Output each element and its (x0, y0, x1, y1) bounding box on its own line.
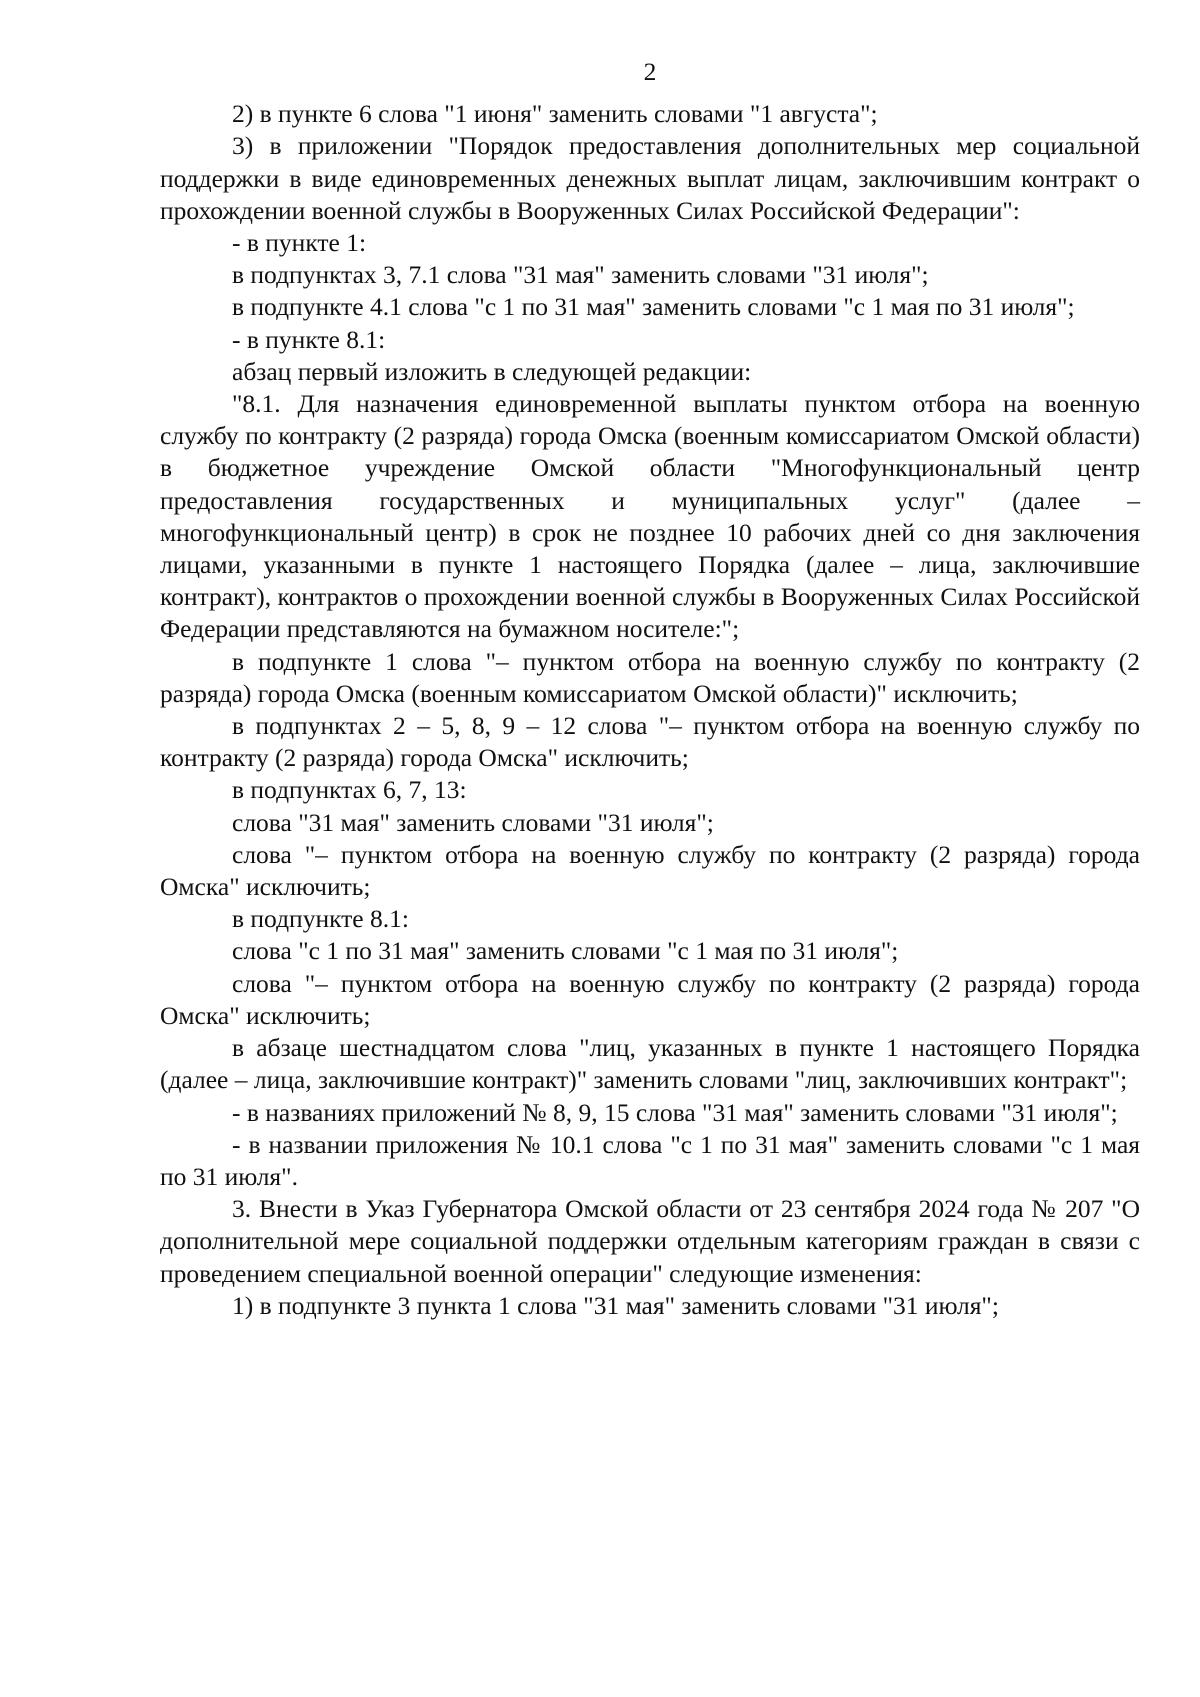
paragraph: в подпункте 4.1 слова "с 1 по 31 мая" заменить словами "с 1 мая по 31 июля"; (232, 292, 1075, 322)
paragraph: - в названиях приложений № 8, 9, 15 слова "31 мая" заменить словами "31 июля"; (232, 1097, 1118, 1127)
paragraph: в подпунктах 3, 7.1 слова "31 мая" заменить словами "31 июля"; (232, 260, 929, 290)
paragraph: в подпункте 8.1: (232, 904, 409, 934)
paragraph: слова "31 мая" заменить словами "31 июля"; (232, 807, 714, 837)
paragraph: 1) в подпункте 3 пункта 1 слова "31 мая" заменить словами "31 июля"; (232, 1290, 999, 1320)
paragraph: в абзаце шестнадцатом слова "лиц, указанных в пункте 1 настоящего Порядка (далее – лица, заключившие контракт)" заменить словами "лиц, заключивших контракт"; (160, 1033, 1140, 1095)
paragraph: - в пункте 8.1: (232, 324, 386, 354)
paragraph: в подпункте 1 слова "– пунктом отбора на военную службу по контракту (2 разряда) города Омска (военным комиссариатом Омской области)" исключить; (160, 646, 1140, 708)
paragraph: "8.1. Для назначения единовременной выплаты пунктом отбора на военную службу по контракту (2 разряда) города Омска (военным комиссариатом Омской области) в бюджетное учреждение Омской области "Многофункциональный центр предоставления государственных и муниципальных услуг" (далее – многофункциональный центр) в срок не позднее 10 рабочих дней со дня заключения лицами, указанными в пункте 1 настоящего Порядка (далее – лица, заключившие контракт), контрактов о прохождении военной службы в Вооруженных Силах Российской Федерации представляются на бумажном носителе:"; (160, 389, 1140, 644)
paragraph: в подпунктах 6, 7, 13: (232, 775, 467, 805)
paragraph: 3. Внести в Указ Губернатора Омской области от 23 сентября 2024 года № 207 "О дополнительной мере социальной поддержки отдельным категориям граждан в связи с проведением специальной военной операции" следующие изменения: (160, 1194, 1140, 1288)
paragraph: 3) в приложении "Порядок предоставления дополнительных мер социальной поддержки в виде единовременных денежных выплат лицам, заключившим контракт о прохождении военной службы в Вооруженных Силах Российской Федерации": (160, 131, 1140, 225)
document-body (160, 98, 1140, 1322)
paragraph: - в пункте 1: (232, 228, 367, 258)
paragraph: слова "– пунктом отбора на военную службу по контракту (2 разряда) города Омска" исключить; (160, 839, 1140, 902)
paragraph: в подпунктах 2 – 5, 8, 9 – 12 слова "– пунктом отбора на военную службу по контракту (2 разряда) города Омска" исключить; (160, 711, 1140, 773)
paragraph: слова "с 1 по 31 мая" заменить словами "с 1 мая по 31 июля"; (232, 936, 899, 966)
paragraph: абзац первый изложить в следующей редакции: (232, 356, 752, 386)
paragraph: 2) в пункте 6 слова "1 июня" заменить словами "1 августа"; (232, 99, 878, 129)
paragraph: - в названии приложения № 10.1 слова "с 1 по 31 мая" заменить словами "с 1 мая по 31 июля". (160, 1129, 1140, 1191)
page-number: 2 (643, 57, 657, 86)
paragraph: слова "– пунктом отбора на военную службу по контракту (2 разряда) города Омска" исключить; (160, 968, 1140, 1030)
